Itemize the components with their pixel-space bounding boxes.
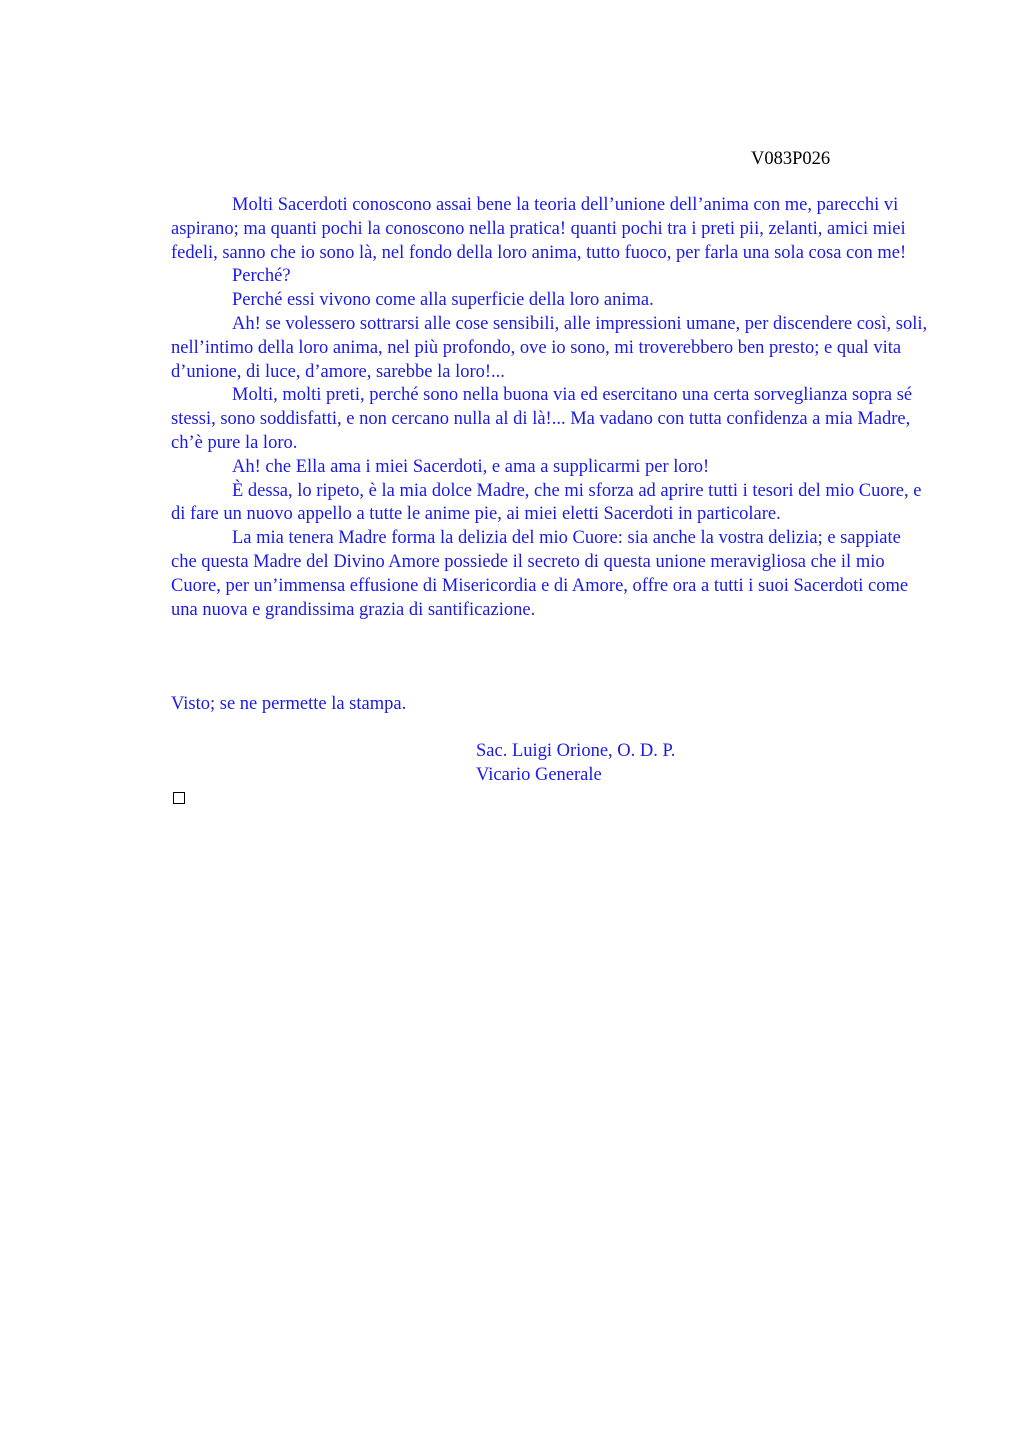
page-code: V083P026	[751, 149, 831, 169]
body-text	[171, 194, 928, 622]
paragraph: Perché essi vivono come alla superficie della loro anima.	[232, 290, 654, 311]
paragraph: Molti Sacerdoti conoscono assai bene la teoria dell’unione dell’anima con me, parecchi vi aspirano; ma quanti pochi la conoscono nella pratica! quanti pochi tra i preti pii, zelanti, amici miei fedeli, sanno che io sono là, nel fondo della loro anima, tutto fuoco, per farla una sola cosa con me!	[171, 195, 907, 263]
signature-title: Vicario Generale	[476, 764, 602, 785]
paragraph: Ah! se volessero sottrarsi alle cose sensibili, alle impressioni umane, per discendere così, soli, nell’intimo della loro anima, nel più profondo, ove io sono, mi troverebbero ben presto; e qual vita d’unione, di luce, d’amore, sarebbe la loro!...	[171, 313, 928, 382]
signature-block	[476, 740, 675, 788]
paragraph: Perché?	[232, 266, 291, 287]
paragraph: Ah! che Ella ama i miei Sacerdoti, e ama a supplicarmi per loro!	[232, 456, 710, 477]
approval-note: Visto; se ne permette la stampa.	[171, 694, 407, 714]
signature-name: Sac. Luigi Orione, O. D. P.	[476, 741, 676, 761]
empty-square-icon	[173, 792, 185, 804]
paragraph: La mia tenera Madre forma la delizia del mio Cuore: sia anche la vostra delizia; e sappiate che questa Madre del Divino Amore possiede il secreto di questa unione meravigliosa che il mio Cuore, per un’immensa effusione di Misericordia e di Amore, offre ora a tutti i suoi Sacerdoti come una nuova e grandissima grazia di santificazione.	[171, 528, 909, 620]
paragraph: È dessa, lo ripeto, è la mia dolce Madre, che mi sforza ad aprire tutti i tesori del mio Cuore, e di fare un nuovo appello a tutte le anime pie, ai miei eletti Sacerdoti in particolare.	[171, 480, 922, 525]
paragraph: Molti, molti preti, perché sono nella buona via ed esercitano una certa sorveglianza sopra sé stessi, sono soddisfatti, e non cercano nulla al di là!... Ma vadano con tutta confidenza a mia Madre, ch’è pure la loro.	[171, 385, 913, 453]
